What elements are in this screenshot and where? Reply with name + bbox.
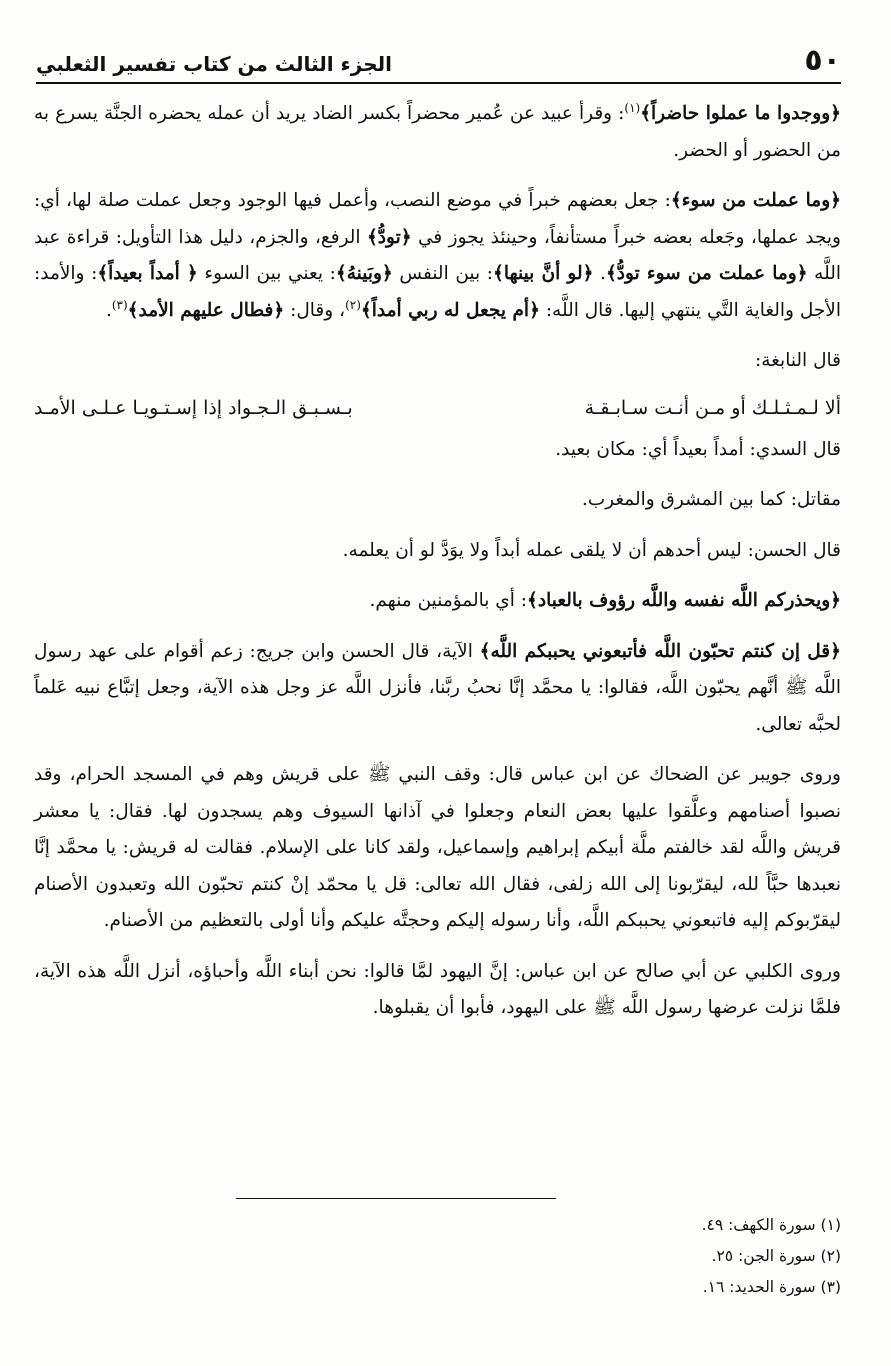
paragraph-text: : يعني بين السوء: [204, 263, 336, 284]
footnote-3: (٣) سورة الحديد: ١٦.: [702, 1278, 841, 1296]
running-title: الجزء الثالث من كتاب تفسير الثعلبي: [36, 52, 393, 76]
paragraph-text: : بين النفس: [399, 263, 493, 284]
paragraph-text: : أي بالمؤمنين منهم.: [369, 590, 528, 611]
footnote-ref: (١): [624, 100, 641, 115]
paragraph-text: .: [105, 299, 112, 321]
poem-second-hemistich: بـسـبـق الـجـواد إذا إسـتـويـا عـلـى الأمـد: [34, 396, 353, 419]
footnote-ref: (٢): [345, 297, 361, 312]
quran-quote: ﴿ أمداً بعيداً﴾: [97, 263, 198, 284]
paragraph-7: [34, 583, 841, 620]
paragraph-text: الآية، قال الحسن وابن جريج: زعم أقوام على عهد رسول اللَّه ﷺ أنَّهم يحبّون اللَّه، فقالوا: يا محمَّد إنَّا نحبُ ربَّنا، فأنزل اللَّه عز وجل هذه الآية، وجعل إتبَّاع نبيه عَلماً لحبَّه تعالى.: [34, 640, 841, 735]
paragraph-2: [34, 183, 841, 329]
quran-quote: ﴿لو أنَّ بينها﴾: [493, 263, 594, 284]
paragraph-text: الرفع، والجزم، دليل هذا التأويل: قراءة عبد اللَّه: [34, 226, 841, 284]
quran-quote: ﴿أم يجعل له ربي أمداً﴾: [360, 299, 540, 321]
quran-quote: ﴿قل إن كنتم تحبّون اللَّه فأتبعوني يحببكم اللَّه﴾: [479, 640, 841, 662]
quran-quote: ﴿فطال عليهم الأمد﴾: [127, 299, 285, 321]
quran-quote: ﴿وما عملت من سوء تودُّ﴾: [605, 263, 808, 284]
quran-quote: ﴿ويحذركم اللَّه نفسه واللَّه رؤوف بالعباد﴾: [527, 590, 841, 611]
quran-quote: ﴿وبَينهُ﴾: [335, 263, 393, 284]
paragraph-1: [34, 96, 841, 169]
paragraph-3: قال النابغة:: [754, 350, 841, 371]
paragraph-4: قال السدي: أمداً بعيداً أي: مكان بعيد.: [555, 438, 841, 460]
quran-quote: ﴿وما عملت من سوء﴾: [670, 190, 841, 211]
paragraph-10: وروى الكلبي عن أبي صالح عن ابن عباس: إنَّ اليهود لمَّا قالوا: نحن أبناء اللَّه وأحباؤه، أنزل اللَّه هذه الآية، فلمَّا نزلت عرضها رسول اللَّه ﷺ على اليهود، فأبوا أن يقبلوها.: [34, 960, 841, 1018]
page-number: ٥٠: [804, 43, 841, 78]
poem-first-hemistich: ألا لـمـثـلـك أو مـن أنـت سـابـقـة: [584, 396, 841, 419]
main-text: [34, 96, 841, 1027]
page-header: [36, 36, 841, 84]
paragraph-text: : والأمد: الأجل والغاية التَّي ينتهي إليها. قال اللَّه:: [34, 263, 841, 321]
paragraph-5: مقاتل: كما بين المشرق والمغرب.: [581, 489, 841, 510]
poem-verse: [34, 390, 841, 426]
paragraph-9: وروى جويبر عن الضحاك عن ابن عباس قال: وقف النبي ﷺ على قريش وهم في المسجد الحرام، وقد نصبوا أصنامهم وعلَّقوا عليها بعض النعام وجعلوا في آذانها السيوف وهم يسجدون لها. فقال: يا معشر قريش واللَّه لقد خالفتم ملَّة أبيكم إبراهيم وإسماعيل، ولقد كانا على الإسلام. فقالت له قريش: يا محمَّد إنَّا نعبدها حبَّاً لله، ليقرّبونا إلى الله زلفى، فقال الله تعالى: قل يا محمّد إنْ كنتم تحبّون الله وتعبدون الأصنام ليقرّبوكم إليه فاتبعوني يحببكم اللَّه، وأنا رسوله إليكم وحجتَّه عليكم وأنا أولى بالتعظيم من الأصنام.: [34, 764, 841, 931]
footnote-2: (٢) سورة الجن: ٢٥.: [711, 1247, 841, 1265]
footnote-1: (١) سورة الكهف: ٤٩.: [701, 1216, 841, 1234]
paragraph-6: قال الحسن: ليس أحدهم أن لا يلقى عمله أبداً ولا يوَدَّ لو أن يعلمه.: [342, 539, 841, 561]
paragraph-text: .: [600, 263, 606, 284]
paragraph-text: : جعل بعضهم خبراً في موضع النصب، وأعمل فيها الوجود وجعل عملت صلة لها، أي: ويجد عملها، وجَعله بعضه خبراً مستأنفاً، وحينئذ يجوز في: [34, 190, 841, 248]
paragraph-text: ، وقال:: [290, 299, 346, 321]
quran-quote: ﴿تودُّ﴾: [366, 226, 412, 248]
paragraph-text: : وقرأ عبيد عن عُمير محضراً بكسر الضاد يريد أن عمله يحضره الجنَّة يسرع به من الحضور أو الحضر.: [34, 103, 841, 161]
footnote-ref: (٣): [111, 297, 128, 312]
footnotes: [281, 1210, 841, 1303]
quran-quote: ﴿ووجدوا ما عملوا حاضراً﴾: [640, 103, 841, 124]
paragraph-8: [34, 634, 841, 744]
footnote-separator: [236, 1198, 556, 1199]
